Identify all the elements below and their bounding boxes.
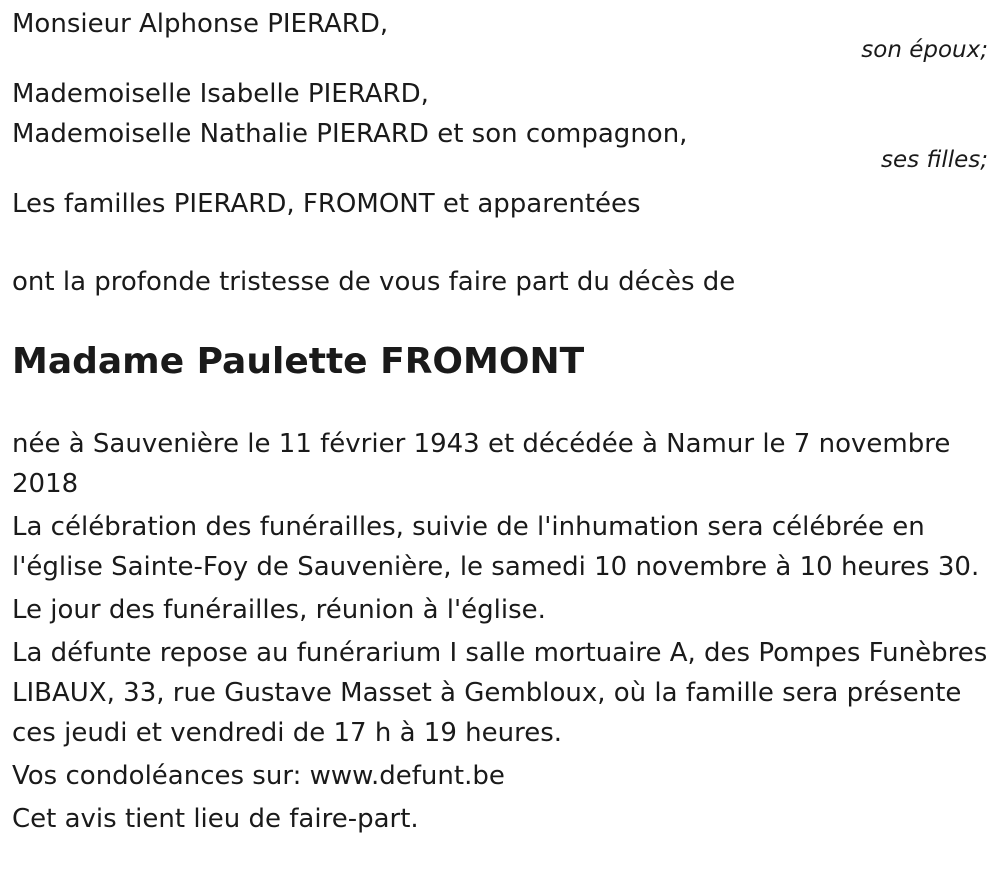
death-notice: [12, 4, 988, 842]
deceased-name: Madame Paulette FROMONT: [12, 341, 585, 382]
daughters-role: ses filles;: [881, 147, 988, 173]
daughter-2-name: Mademoiselle Nathalie PIERARD et son compagnon,: [12, 119, 688, 149]
announcement-text: ont la profonde tristesse de vous faire part du décès de: [12, 267, 736, 297]
condolences-text: Vos condoléances sur: www.defunt.be: [12, 761, 505, 791]
funerarium-visiting-text: La défunte repose au funérarium I salle mortuaire A, des Pompes Funèbres LIBAUX, 33, rue Gustave Masset à Gembloux, où la famille sera présente ces jeudi et vendredi de 17 h à 19 heures.: [12, 638, 988, 748]
husband-role: son époux;: [861, 37, 988, 63]
notice-footer-text: Cet avis tient lieu de faire-part.: [12, 804, 419, 834]
funeral-ceremony-text: La célébration des funérailles, suivie de l'inhumation sera célébrée en l'église Sainte-Foy de Sauvenière, le samedi 10 novembre à 10 heures 30.: [12, 512, 980, 582]
families-line: Les familles PIERARD, FROMONT et apparentées: [12, 189, 641, 219]
funeral-day-meeting-text: Le jour des funérailles, réunion à l'église.: [12, 595, 546, 625]
birth-death-dates: née à Sauvenière le 11 février 1943 et décédée à Namur le 7 novembre 2018: [12, 429, 951, 499]
daughter-1-name: Mademoiselle Isabelle PIERARD,: [12, 79, 429, 109]
husband-name: Monsieur Alphonse PIERARD,: [12, 9, 389, 39]
